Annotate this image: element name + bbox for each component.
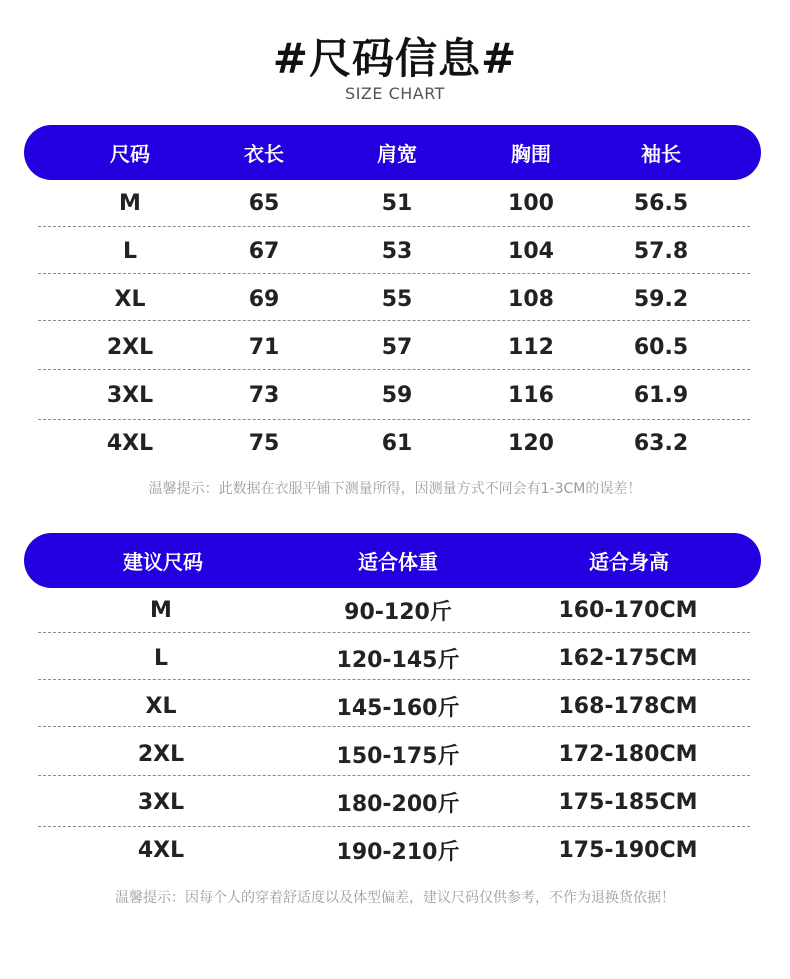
table-row (0, 586, 790, 634)
table-cell: L (122, 238, 138, 264)
table-row (0, 275, 790, 323)
table-cell: 104 (508, 238, 554, 264)
size-table-header-chest: 胸围 (511, 142, 551, 166)
table-cell: 53 (381, 238, 413, 264)
size-table-header-size: 尺码 (110, 142, 150, 166)
row-divider (38, 273, 750, 274)
table-cell: 56.5 (633, 190, 689, 216)
table-cell: 60.5 (633, 334, 689, 360)
table-cell: 51 (381, 190, 413, 216)
table-cell: 150-175斤 (336, 743, 460, 769)
size-table-header (24, 125, 761, 180)
table-cell: 59.2 (633, 286, 689, 312)
table-cell: 162-175CM (558, 645, 698, 671)
table-cell: 4XL (106, 430, 154, 456)
table-cell: M (119, 190, 141, 216)
table-cell: XL (145, 693, 177, 719)
size-table-header-shoulder: 肩宽 (377, 142, 417, 166)
table-cell: 71 (248, 334, 280, 360)
table-cell: 168-178CM (558, 693, 698, 719)
table-row (0, 227, 790, 275)
table-row (0, 371, 790, 419)
recommend-table-header-size: 建议尺码 (123, 550, 203, 574)
table-cell: L (153, 645, 169, 671)
table-cell: 3XL (137, 789, 185, 815)
table-row (0, 323, 790, 371)
table-cell: 175-190CM (558, 837, 698, 863)
table-cell: 90-120斤 (344, 599, 452, 625)
table-cell: 65 (248, 190, 280, 216)
table-row (0, 730, 790, 778)
row-divider (38, 775, 750, 776)
table-row (0, 419, 790, 467)
table-row (0, 682, 790, 730)
recommend-table-note: 温馨提示：因每个人的穿着舒适度以及体型偏差，建议尺码仅供参考，不作为退换货依据！ (115, 890, 675, 906)
table-cell: XL (114, 286, 146, 312)
table-cell: 69 (248, 286, 280, 312)
table-cell: 67 (248, 238, 280, 264)
table-cell: 175-185CM (558, 789, 698, 815)
table-row (0, 634, 790, 682)
table-cell: 190-210斤 (336, 839, 460, 865)
table-cell: 120 (508, 430, 554, 456)
recommend-table-header-weight: 适合体重 (358, 550, 438, 574)
table-cell: 75 (248, 430, 280, 456)
row-divider (38, 632, 750, 633)
table-cell: 61 (381, 430, 413, 456)
table-cell: 160-170CM (558, 597, 698, 623)
row-divider (38, 726, 750, 727)
table-cell: 4XL (137, 837, 185, 863)
table-cell: 57 (381, 334, 413, 360)
table-cell: 2XL (137, 741, 185, 767)
page-title: #尺码信息# (272, 34, 518, 83)
table-cell: 112 (508, 334, 554, 360)
row-divider (38, 369, 750, 370)
table-cell: 100 (508, 190, 554, 216)
table-cell: 2XL (106, 334, 154, 360)
size-table-header-sleeve: 袖长 (641, 142, 681, 166)
table-cell: 120-145斤 (336, 647, 460, 673)
table-cell: 63.2 (633, 430, 689, 456)
table-cell: 180-200斤 (336, 791, 460, 817)
table-cell: 57.8 (633, 238, 689, 264)
table-cell: M (150, 597, 172, 623)
table-cell: 73 (248, 382, 280, 408)
size-table-header-length: 衣长 (244, 142, 284, 166)
table-cell: 55 (381, 286, 413, 312)
recommend-table-header (24, 533, 761, 588)
table-cell: 3XL (106, 382, 154, 408)
table-cell: 108 (508, 286, 554, 312)
row-divider (38, 679, 750, 680)
size-table-note: 温馨提示：此数据在衣服平铺下测量所得，因测量方式不同会有1-3CM的误差！ (148, 481, 642, 497)
table-cell: 59 (381, 382, 413, 408)
row-divider (38, 320, 750, 321)
table-row (0, 826, 790, 874)
recommend-table-header-height: 适合身高 (589, 550, 669, 574)
table-cell: 145-160斤 (336, 695, 460, 721)
table-row (0, 179, 790, 227)
table-cell: 116 (508, 382, 554, 408)
table-row (0, 778, 790, 826)
table-cell: 172-180CM (558, 741, 698, 767)
page-subtitle: SIZE CHART (345, 84, 445, 103)
table-cell: 61.9 (633, 382, 689, 408)
